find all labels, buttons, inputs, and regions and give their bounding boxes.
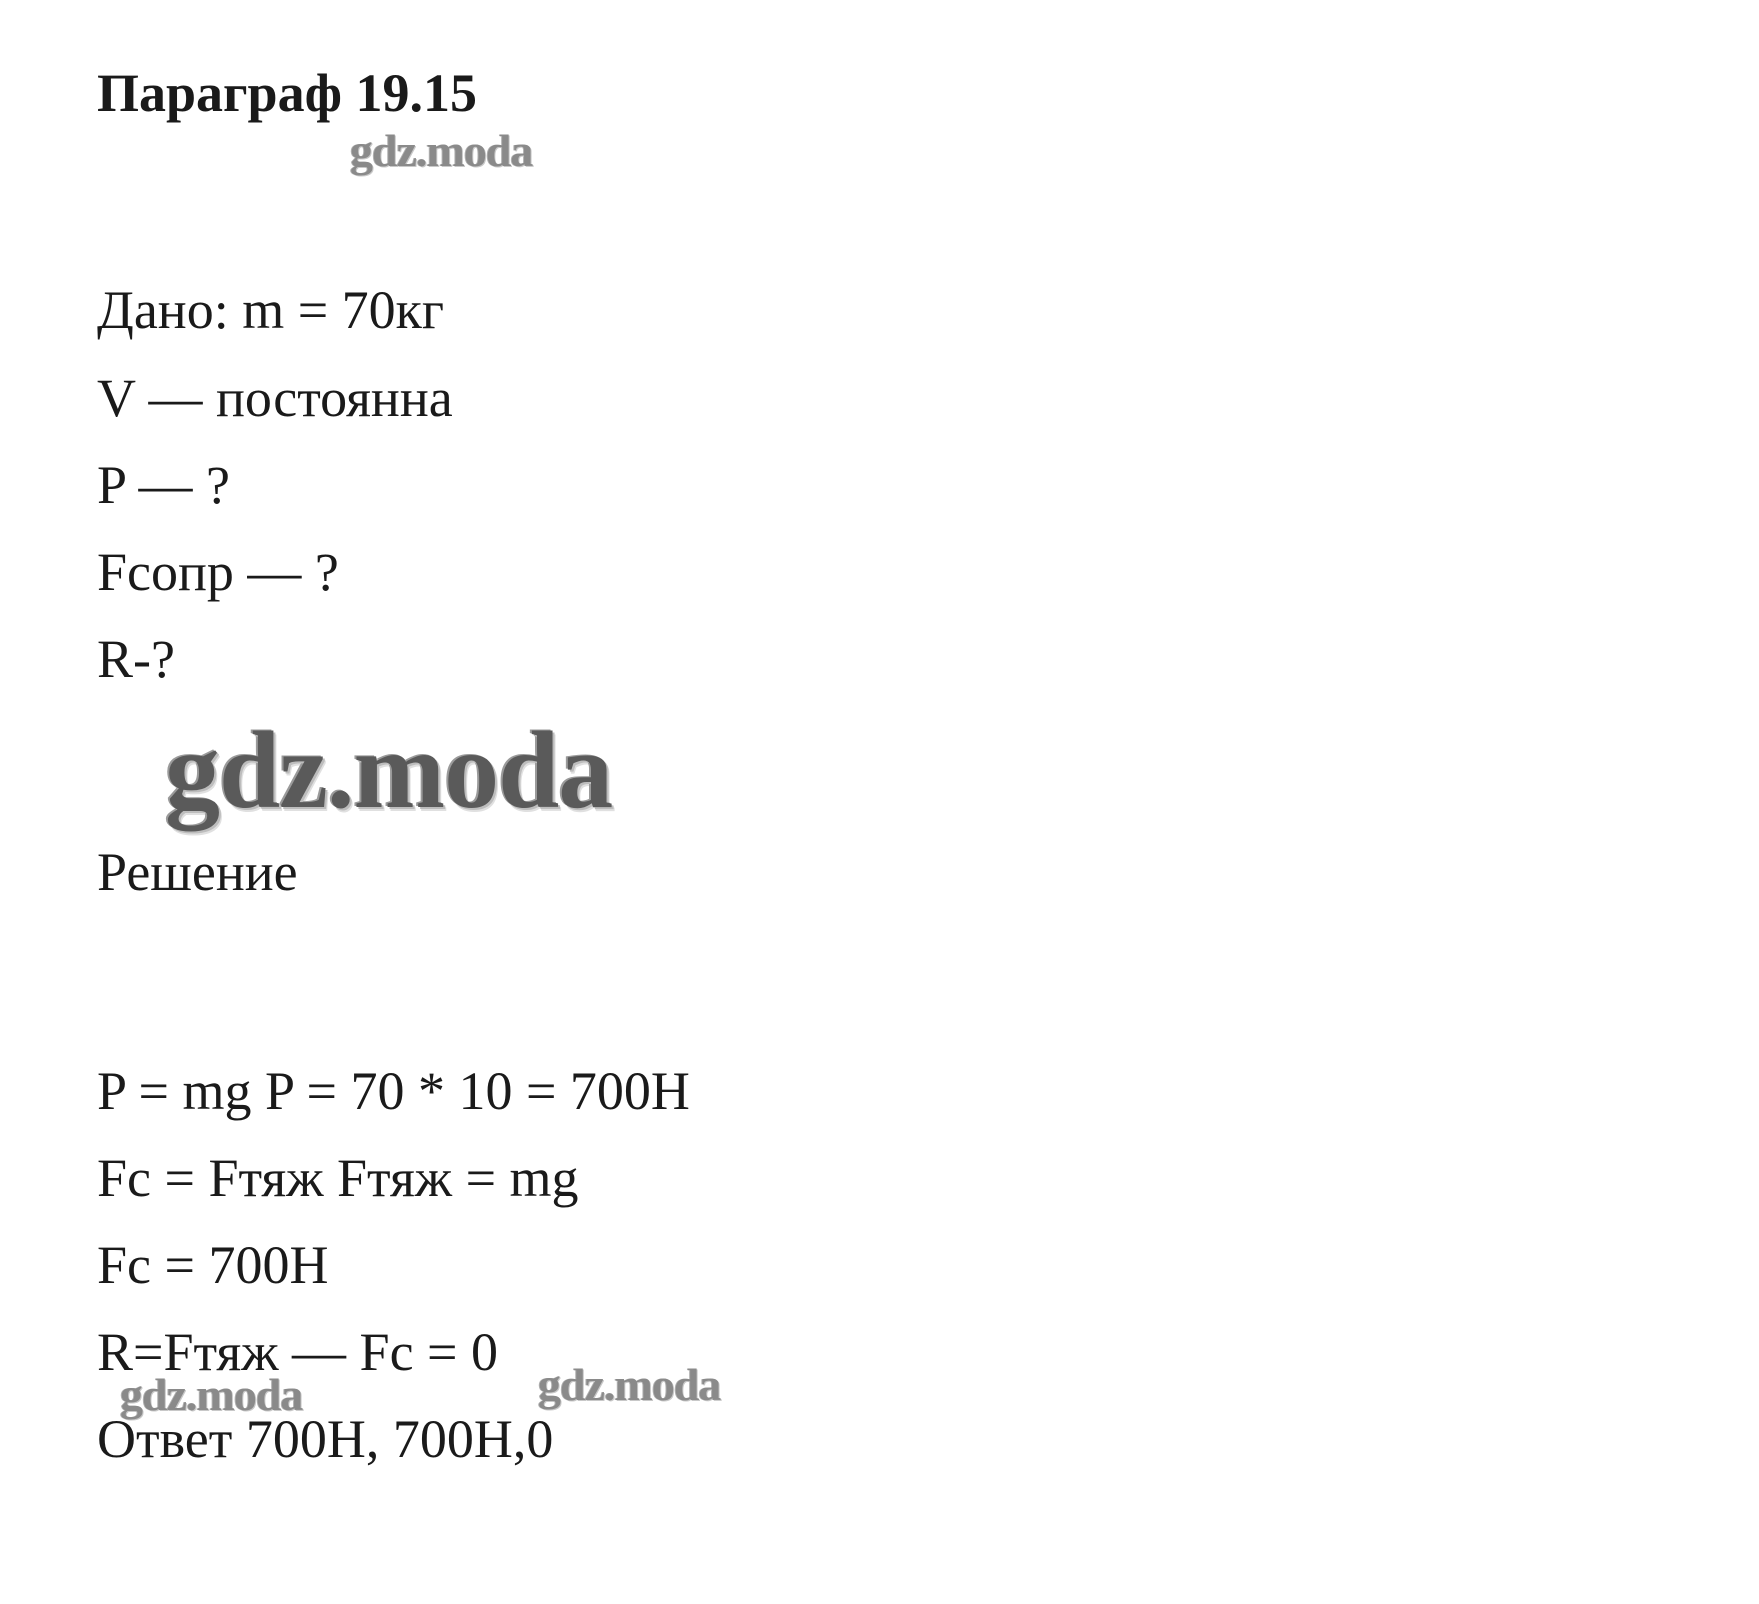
given-line: V — постоянна xyxy=(97,368,453,428)
solution-line: Fc = Fтяж Fтяж = mg xyxy=(97,1148,579,1208)
watermark-bottom-left: gdz.moda xyxy=(120,1369,303,1420)
solution-line: R=Fтяж — Fc = 0 xyxy=(97,1322,498,1382)
solution-heading: Решение xyxy=(97,842,298,902)
watermark-middle: gdz.moda xyxy=(165,709,613,831)
given-line: P — ? xyxy=(97,455,230,515)
answer-line: Ответ 700Н, 700Н,0 xyxy=(97,1409,554,1469)
solution-line: Fc = 700Н xyxy=(97,1235,329,1295)
page-title: Параграф 19.15 xyxy=(97,63,477,123)
given-line: Fсопр — ? xyxy=(97,542,339,602)
given-line: R-? xyxy=(97,629,175,689)
solution-line: P = mg P = 70 * 10 = 700Н xyxy=(97,1061,690,1121)
watermark-bottom-right: gdz.moda xyxy=(538,1359,721,1410)
watermark-top: gdz.moda xyxy=(350,125,533,176)
given-line: Дано: m = 70кг xyxy=(97,280,445,340)
